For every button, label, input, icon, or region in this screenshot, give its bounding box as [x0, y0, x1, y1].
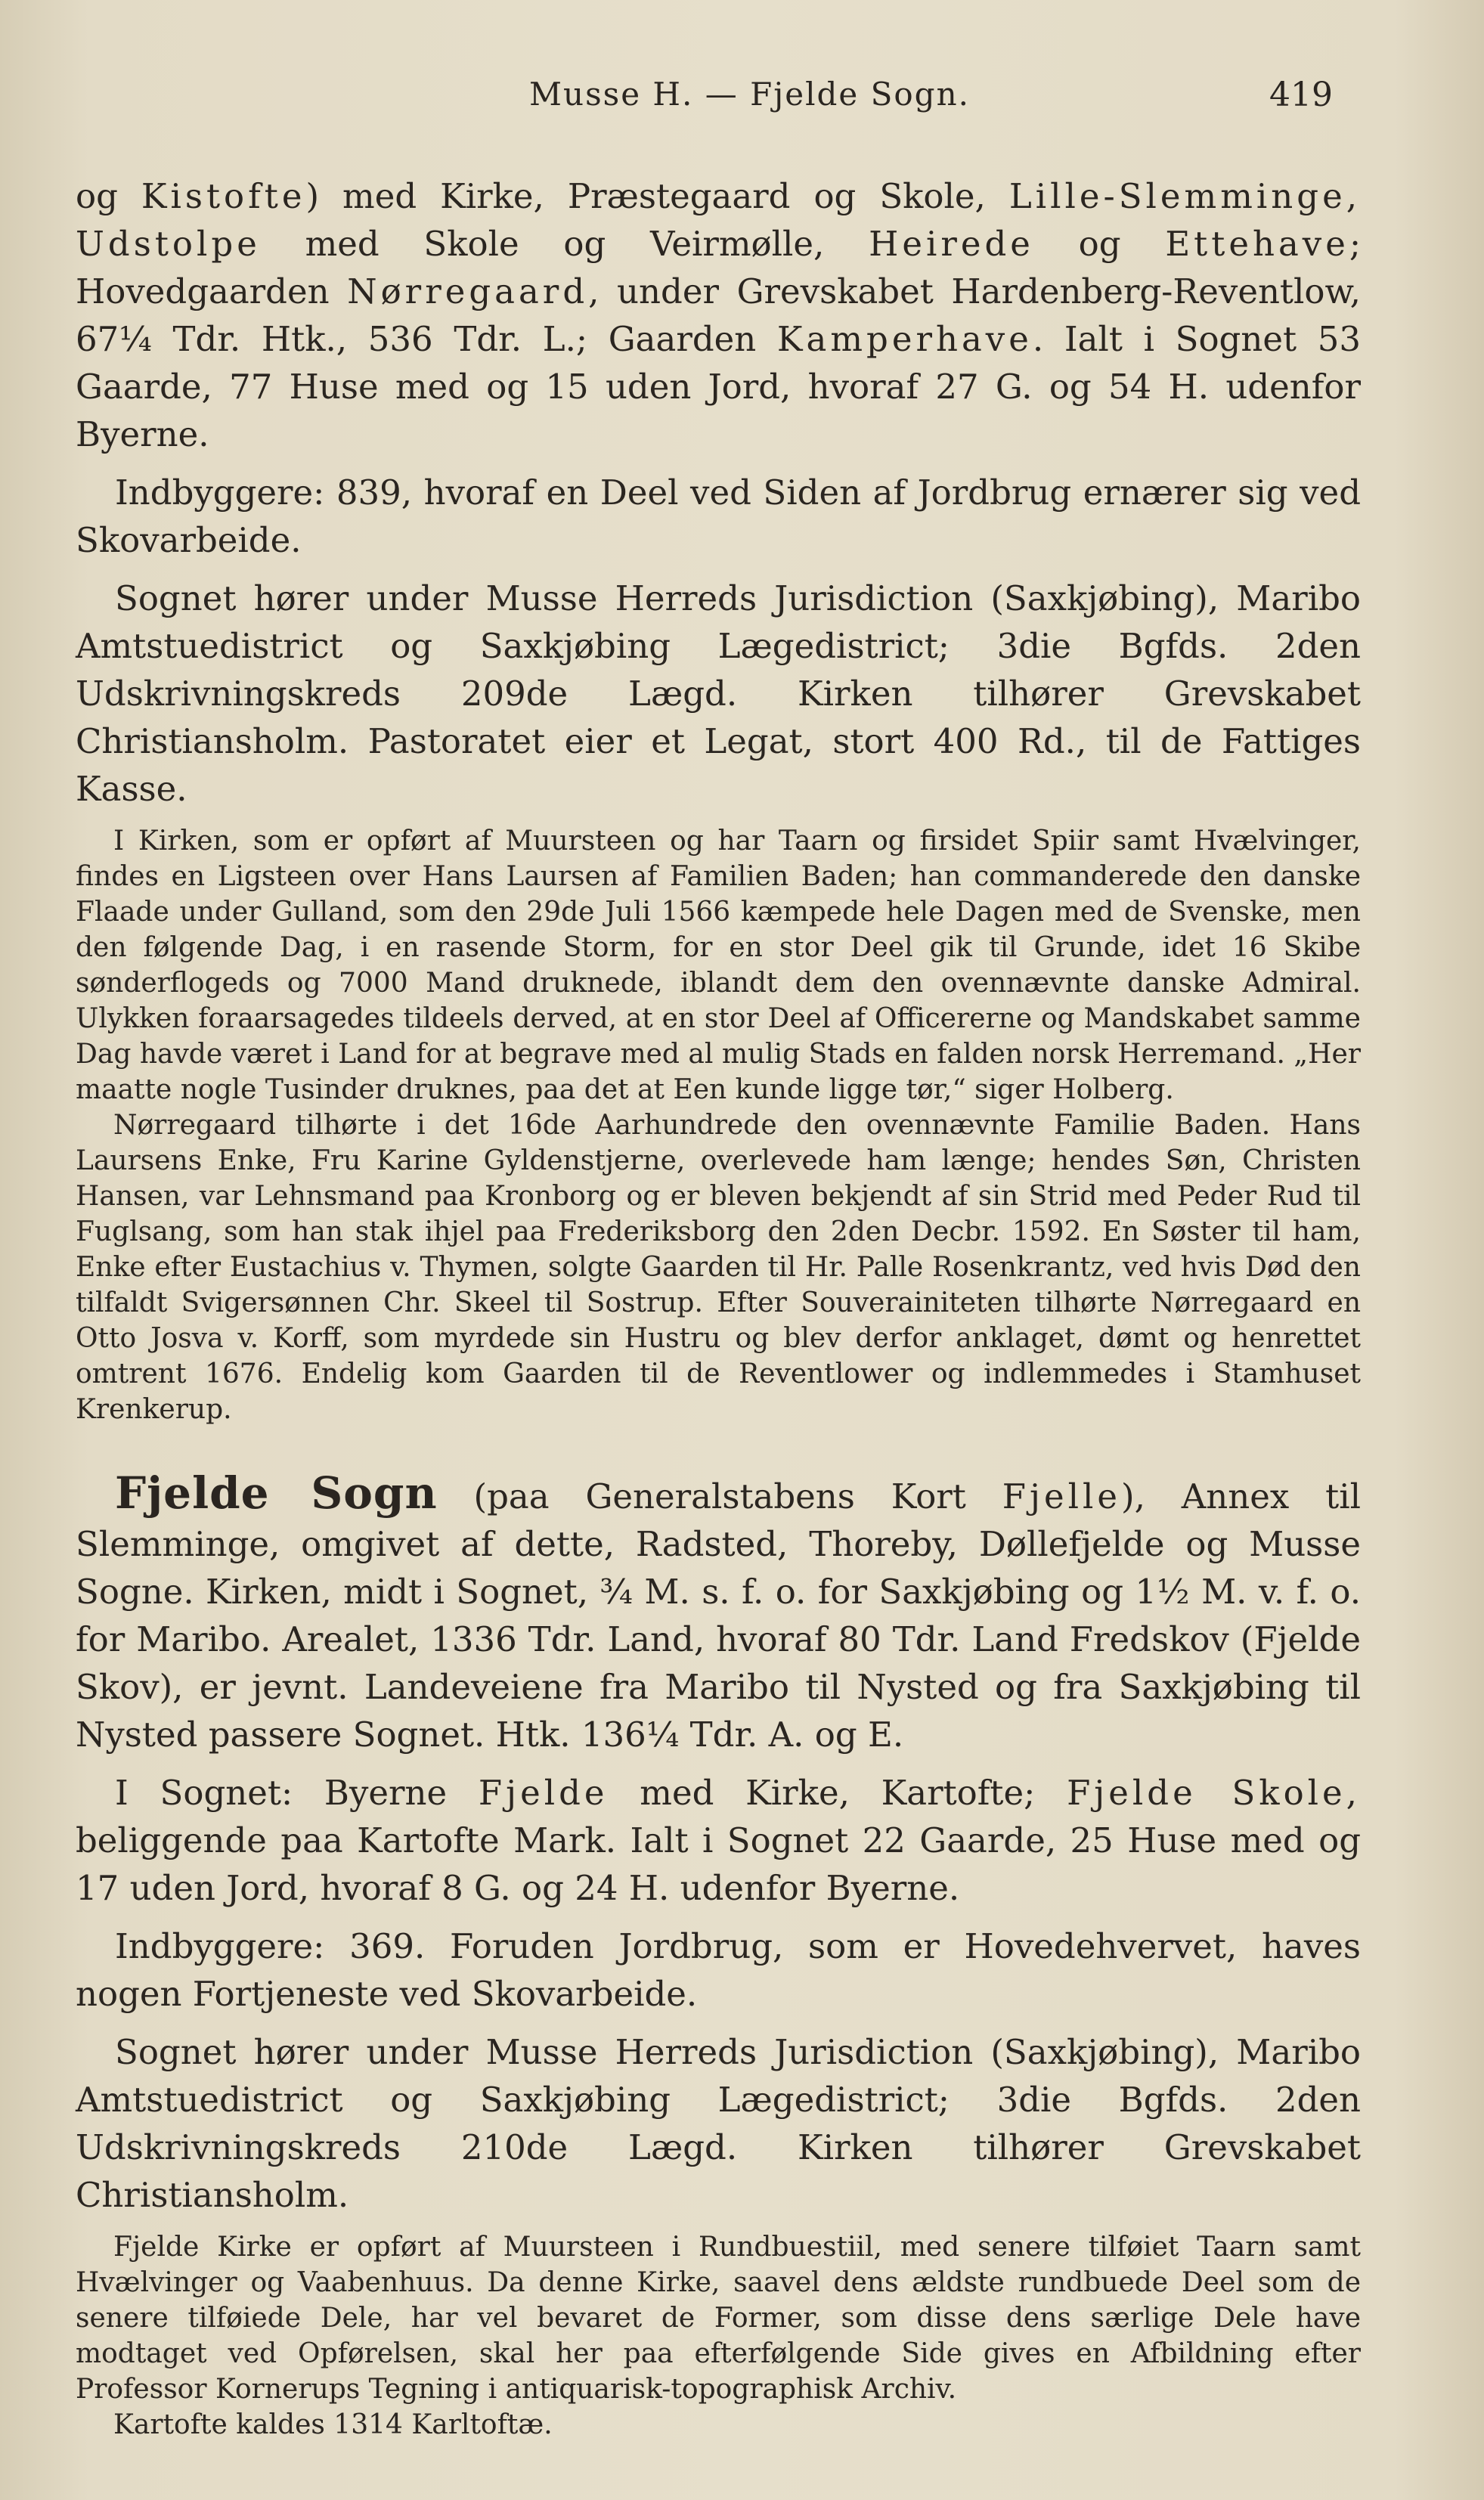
jurisdiction-paragraph: Sognet hører under Musse Herreds Jurisdiction (Saxkjøbing), Maribo Amtstuedistrict og Saxkjøbing Lægedistrict; 3die Bgfds. 2den Udskrivningskreds 209de Lægd. Kirken tilhører Grevskabet Christiansholm. Pastoratet eier et Legat, stort 400 Rd., til de Fattiges Kasse. — [76, 578, 1361, 809]
note-fjelde-church: Fjelde Kirke er opført af Muursteen i Rundbuestiil, med senere tilføiet Taarn samt Hvælvinger og Vaabenhuus. Da denne Kirke, saavel dens ældste rundbuede Deel som de senere tilføiede Dele, har vel bevaret de Former, som disse dens særlige Dele have modtaget ved Opførelsen, skal her paa efterfølgende Side gives en Afbildning efter Professor Kornerups Tegning i antiquarisk-topographisk Archiv. — [76, 2232, 1361, 2405]
note-norregaard: Nørregaard tilhørte i det 16de Aarhundrede den ovennævnte Familie Baden. Hans Laursens Enke, Fru Karine Gyldenstjerne, overlevede ham længe; hendes Søn, Christen Hansen, var Lehnsmand paa Kronborg og er bleven bekjendt af sin Strid med Peder Rud til Fuglsang, som han stak ihjel paa Frederiksborg den 2den Decbr. 1592. En Søster til ham, Enke efter Eustachius v. Thymen, solgte Gaarden til Hr. Palle Rosenkrantz, ved hvis Død den tilfaldt Svigersønnen Chr. Skeel til Sostrup. Efter Souverainiteten tilhørte Nørregaard en Otto Josva v. Korff, som myrdede sin Hustru og blev derfor anklaget, dømt og henrettet omtrent 1676. Endelig kom Gaarden til de Reventlower og indlemmedes i Stamhuset Krenkerup. — [76, 1110, 1361, 1425]
text-run: og — [76, 176, 141, 216]
notes-block — [76, 823, 1361, 1427]
body-text — [76, 172, 1361, 2443]
place-name-heirede: Heirede — [869, 224, 1034, 264]
fjelde-jurisdiction-paragraph: Sognet hører under Musse Herreds Jurisdiction (Saxkjøbing), Maribo Amtstuedistrict og Saxkjøbing Lægedistrict; 3die Bgfds. 2den Udskrivningskreds 210de Lægd. Kirken tilhører Grevskabet Christiansholm. — [76, 2032, 1361, 2215]
text-run: , under Grevskabet Hardenberg-Reventlow, 67¼ Tdr. Htk., 536 Tdr. L.; Gaarden — [76, 271, 1361, 359]
running-title: Musse H. — Fjelde Sogn. — [529, 76, 970, 113]
text-run: og — [1033, 224, 1166, 264]
text-run: ) med Kirke, Præstegaard og Skole, — [305, 176, 1009, 216]
slemminge-continuation-paragraph — [76, 172, 1361, 458]
villages-paragraph — [76, 1769, 1361, 1912]
note-kartofte: Kartofte kaldes 1314 Karltoftæ. — [113, 2409, 553, 2440]
page-number: 419 — [1269, 76, 1333, 114]
text-run: med Skole og Veirmølle, — [260, 224, 869, 264]
text-run: beliggende paa Kartofte Mark. Ialt i Sognet 22 Gaarde, 25 Huse med og 17 uden Jord, hvoraf 8 G. og 24 H. udenfor Byerne. — [76, 1820, 1361, 1908]
section-heading: Fjelde Sogn — [115, 1467, 438, 1519]
fjelde-intro-paragraph — [76, 1467, 1362, 1758]
page-header — [166, 76, 1333, 129]
text-run: . Ialt i Sognet 53 Gaarde, 77 Huse med og 15 uden Jord, hvoraf 27 G. og 54 H. udenfor Byerne. — [76, 319, 1361, 454]
text-run: I Sognet: Byerne — [115, 1773, 479, 1813]
place-name-fjelde-skole: Fjelde Skole, — [1067, 1773, 1361, 1813]
inhabitants-paragraph: Indbyggere: 839, hvoraf en Deel ved Siden af Jordbrug ernærer sig ved Skovarbeide. — [76, 472, 1361, 560]
fjelde-inhabitants-paragraph: Indbyggere: 369. Foruden Jordbrug, som er Hovedehvervet, haves nogen Fortjeneste ved Skovarbeide. — [76, 1926, 1361, 2014]
fjelde-notes-block — [76, 2229, 1361, 2443]
place-name-fjelde: Fjelde — [478, 1773, 609, 1813]
note-church: I Kirken, som er opført af Muursteen og har Taarn og firsidet Spiir samt Hvælvinger, findes en Ligsteen over Hans Laursen af Familien Baden; han commanderede den danske Flaade under Gulland, som den 29de Juli 1566 kæmpede hele Dagen med de Svenske, men den følgende Dag, i en rasende Storm, for en stor Deel gik til Grunde, idet 16 Skibe sønderflogeds og 7000 Mand druknede, iblandt dem den ovennævnte danske Admiral. Ulykken foraarsagedes tildeels derved, at en stor Deel af Officererne og Mandskabet samme Dag havde været i Land for at begrave med al mulig Stads en falden norsk Herremand. „Her maatte nogle Tusinder druknes, paa det at Een kunde ligge tør,“ siger Holberg. — [76, 826, 1361, 1105]
text-run: (paa Generalstabens Kort — [437, 1476, 1002, 1516]
text-run: med Kirke, Kartofte; — [608, 1773, 1067, 1813]
place-name-kistofte: Kistofte — [141, 176, 306, 216]
place-name-fjelle: Fjelle — [1002, 1476, 1122, 1516]
text-run: ), Annex til Slemminge, omgivet af dette, Radsted, Thoreby, Døllefjelde og Musse Sogne. Kirken, midt i Sognet, ¾ M. s. f. o. for Saxkjøbing og 1½ M. v. f. o. for Maribo. Arealet, 1336 Tdr. Land, hvoraf 80 Tdr. Land Fredskov (Fjelde Skov), er jevnt. Landeveiene fra Maribo til Nysted og fra Saxkjøbing til Nysted passere Sognet. Htk. 136¼ Tdr. A. og E. — [76, 1476, 1362, 1755]
place-name-norregaard: Nørregaard — [347, 271, 589, 311]
place-name-kamperhave: Kamperhave — [776, 319, 1033, 359]
place-name-ettehave: Ettehave — [1165, 224, 1349, 264]
text-run: ; Hovedgaarden — [76, 224, 1361, 311]
place-name-lille-slemminge: Lille-Slemminge, — [1008, 176, 1362, 216]
place-name-udstolpe: Udstolpe — [76, 224, 261, 264]
